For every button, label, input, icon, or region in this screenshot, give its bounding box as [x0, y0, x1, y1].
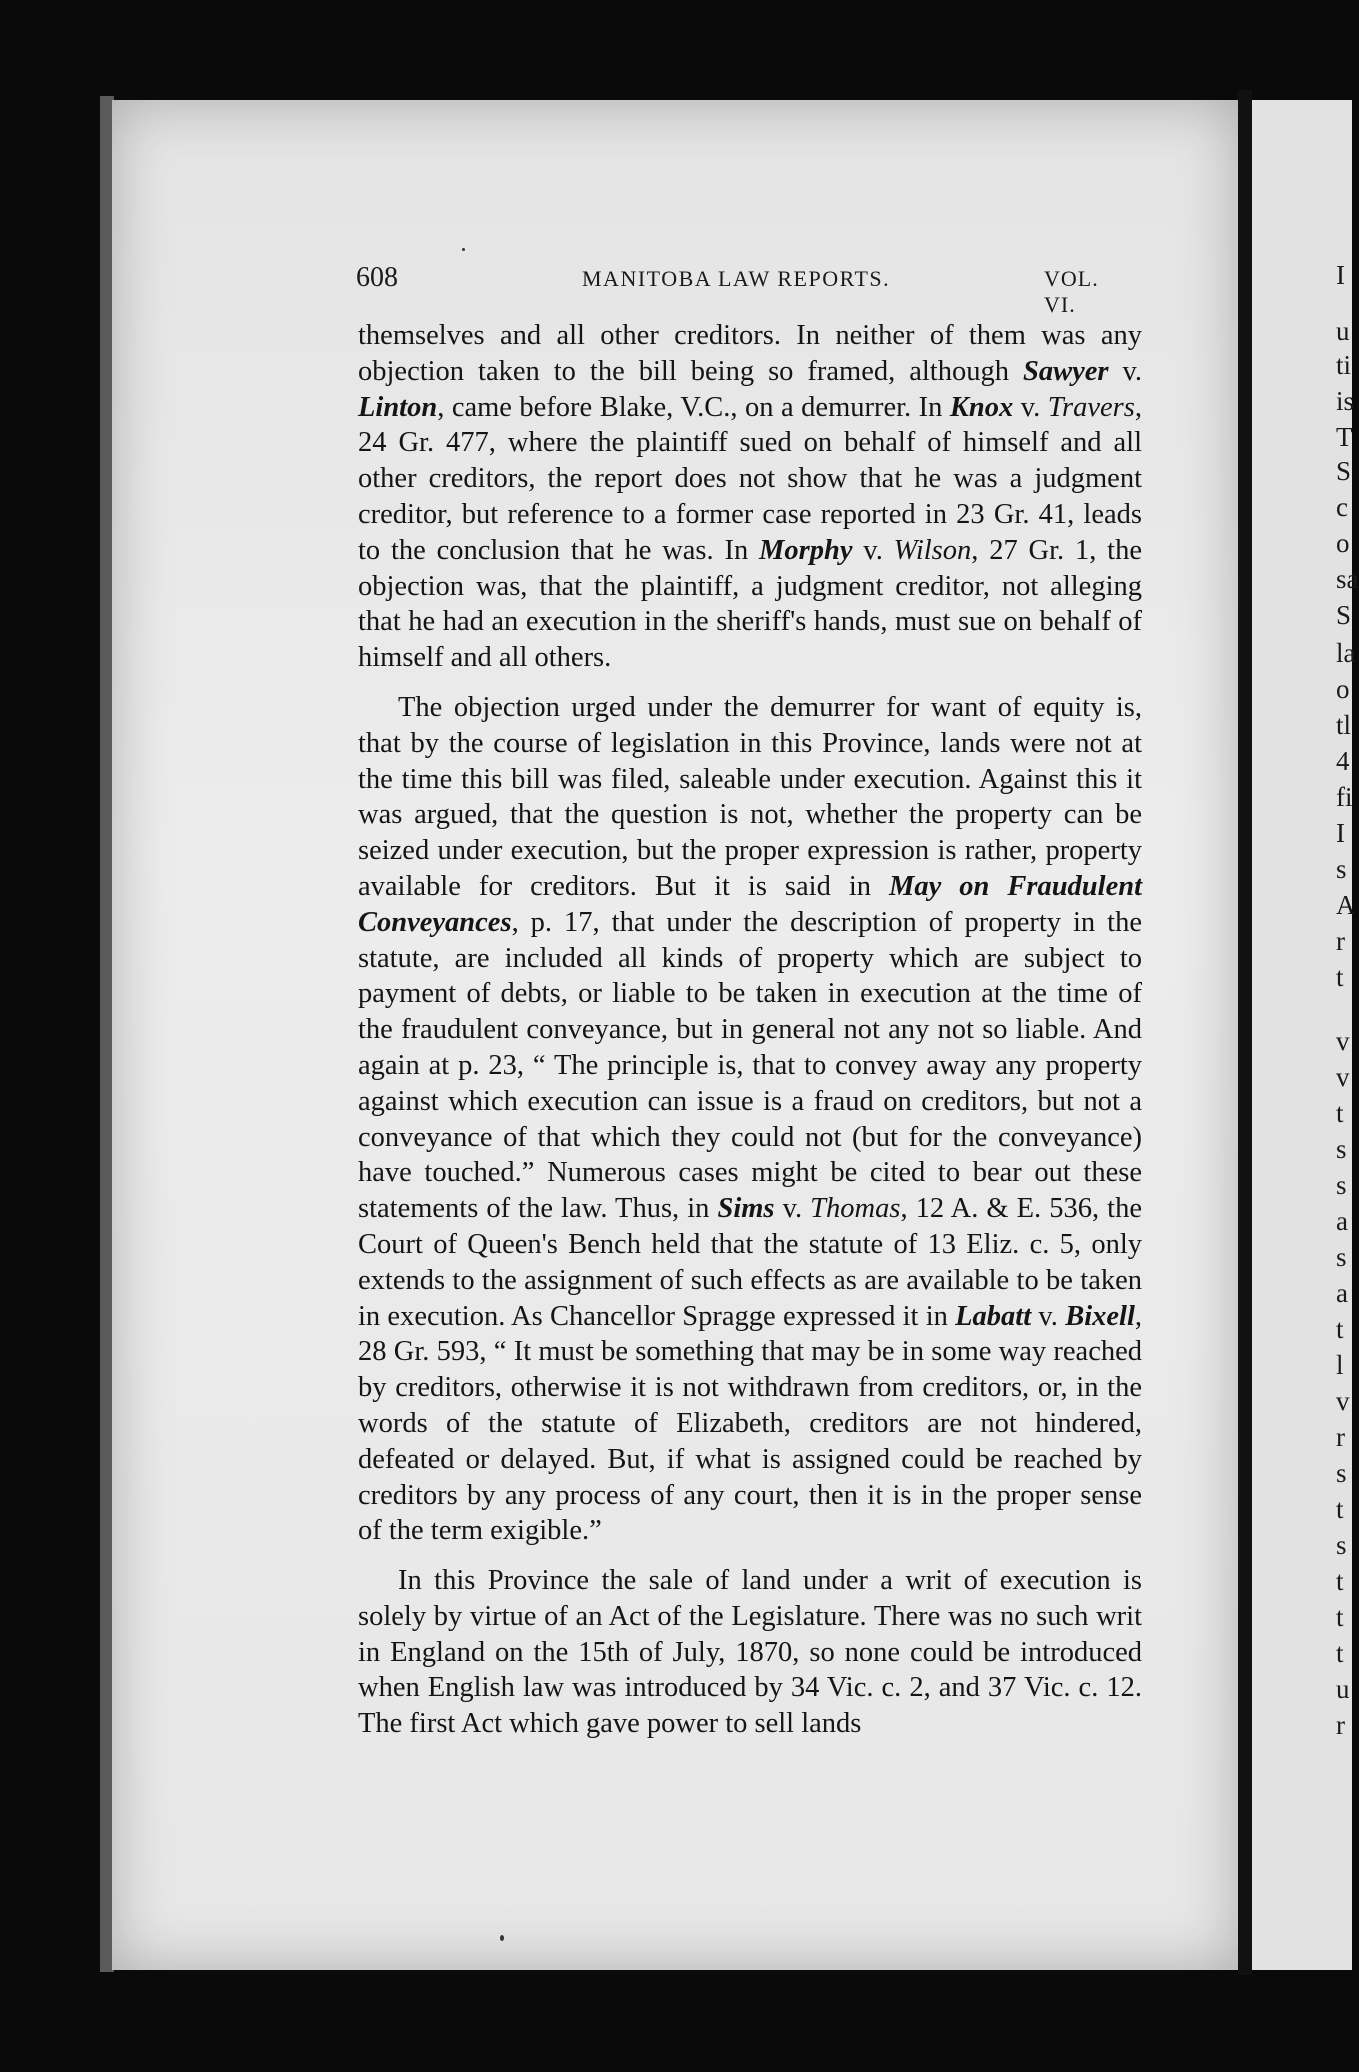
adjacent-page-letter: u	[1336, 316, 1350, 346]
adjacent-page-letter: t	[1336, 1314, 1344, 1344]
text-run: , came before Blake, V.C., on a demurrer. In	[437, 391, 950, 423]
adjacent-page-letter: T	[1336, 422, 1353, 452]
adjacent-page-letter: a	[1336, 1206, 1348, 1236]
text-run: , 27 Gr. 1, the objection was, that the plaintiff, a judgment creditor, not alleging that he had an execution in the sheriff's hands, must sue on behalf of himself and all others.	[358, 534, 1142, 674]
case-citation: Sims	[717, 1193, 775, 1225]
text-run: v.	[1031, 1300, 1066, 1332]
print-speck	[500, 1935, 504, 1941]
case-citation: May on Fraudulent Conveyances	[358, 870, 1142, 938]
adjacent-page-letter: tl	[1336, 710, 1352, 740]
text-run: v.	[852, 534, 894, 566]
adjacent-page-letter: I	[1336, 260, 1345, 290]
adjacent-page-letter: ti	[1336, 350, 1352, 380]
text-run: , 12 A. & E. 536, the Court of Queen's Bench held that the statute of 13 Eliz. c. 5, only extends to the assignment of such effects as are available to be taken in execution. As Chancellor Spragge expressed it in	[358, 1193, 1142, 1332]
adjacent-page-letter: v	[1336, 1062, 1350, 1092]
adjacent-page-letter: r	[1336, 1710, 1345, 1740]
text-run: , 28 Gr. 593, “ It must be something that may be in some way reached by creditors, otherwise it is not withdrawn from creditors, or, in the words of the statute of Elizabeth, creditors are not hindered, defeated or delayed. But, if what is assigned could be reached by creditors by any process of any court, then it is in the proper sense of the term exigible.”	[358, 1300, 1142, 1547]
adjacent-page-letter: s	[1336, 854, 1347, 884]
running-header	[356, 262, 1136, 317]
adjacent-page-letter: a	[1336, 1278, 1348, 1308]
text-run: v.	[1108, 355, 1142, 387]
adjacent-page-letter: u	[1336, 1674, 1350, 1704]
case-citation: Labatt	[955, 1300, 1032, 1332]
text-run: , p. 17, that under the description of property in the statute, are included all kinds of property which are subject to payment of debts, or liable to be taken in execution at the time of the fraudulent conveyance, but in general not any not so liable. And again at p. 23, “ The principle is, that to convey away any property against which execution can issue is a fraud on creditors, but not a conveyance of that which they could not (but for the conveyance) have touched.” Numerous cases might be cited to bear out these statements of the law. Thus, in	[358, 906, 1142, 1225]
case-citation: Knox	[949, 391, 1014, 423]
adjacent-page-letter: s	[1336, 1458, 1347, 1488]
adjacent-page-letter: r	[1336, 1422, 1345, 1452]
adjacent-page-letter: I	[1336, 818, 1345, 848]
adjacent-page-letter: 4	[1336, 746, 1350, 776]
paragraph	[358, 318, 1142, 676]
case-citation: Wilson	[893, 534, 972, 566]
case-citation: Thomas	[810, 1193, 901, 1225]
text-run: The objection urged under the demurrer for want of equity is, that by the course of legislation in this Province, lands were not at the time this bill was filed, saleable under execution. Against this it was argued, that the question is not, whether the property can be seized under execution, but the proper expression is rather, property available for creditors. But it is said in	[358, 691, 1142, 902]
adjacent-page-letter: o	[1336, 674, 1350, 704]
case-citation: Sawyer	[1022, 355, 1109, 387]
adjacent-page-letter: sa	[1336, 564, 1359, 594]
adjacent-page-letter: t	[1336, 1602, 1344, 1632]
adjacent-page-letter: t	[1336, 1638, 1344, 1668]
adjacent-page-letter: S	[1336, 600, 1352, 630]
text-run: v.	[1013, 391, 1048, 423]
adjacent-page-letter: s	[1336, 1134, 1347, 1164]
paragraph	[358, 1563, 1142, 1742]
adjacent-page-letter: t	[1336, 1098, 1344, 1128]
case-citation: Travers	[1047, 391, 1135, 423]
header-volume: VOL. VI.	[1044, 266, 1099, 317]
adjacent-page-letter: s	[1336, 1530, 1347, 1560]
case-citation: Bixell	[1065, 1300, 1135, 1332]
adjacent-page-letter: o	[1336, 528, 1350, 558]
text-run: themselves and all other creditors. In neither of them was any objection taken to the bill being so framed, although	[358, 320, 1142, 387]
adjacent-page-letter: t	[1336, 962, 1344, 992]
adjacent-page-letter: la	[1336, 638, 1356, 668]
adjacent-page-letter: s	[1336, 1242, 1347, 1272]
adjacent-page-letter: s	[1336, 1170, 1347, 1200]
adjacent-page-letter: S	[1336, 456, 1352, 486]
adjacent-page-letter: l	[1336, 1350, 1344, 1380]
print-speck	[462, 248, 465, 251]
adjacent-page-letter: v	[1336, 1386, 1350, 1416]
adjacent-page-letter: c	[1336, 492, 1348, 522]
adjacent-page-letter: t	[1336, 1494, 1344, 1524]
adjacent-page-letter: fi	[1336, 782, 1353, 812]
paragraph	[358, 690, 1142, 1549]
header-title: MANITOBA LAW REPORTS.	[582, 266, 891, 291]
text-run: , 24 Gr. 477, where the plaintiff sued on behalf of himself and all other creditors, the report does not show that he was a judgment creditor, but reference to a former case reported in 23 Gr. 41, leads to the conclusion that he was. In	[358, 391, 1142, 566]
book-gutter	[1238, 90, 1252, 1975]
page-number: 608	[356, 262, 398, 293]
adjacent-page-letter: t	[1336, 1566, 1344, 1596]
adjacent-page-letter: v	[1336, 1026, 1350, 1056]
adjacent-page-letter: A	[1336, 890, 1356, 920]
text-run: v.	[774, 1193, 811, 1225]
text-run: In this Province the sale of land under a writ of execution is solely by virtue of an Act of the Legislature. There was no such writ in England on the 15th of July, 1870, so none could be introduced when English law was introduced by 34 Vic. c. 2, and 37 Vic. c. 12. The first Act which gave power to sell lands	[358, 1565, 1142, 1740]
case-citation: Morphy	[759, 534, 853, 566]
adjacent-page-letter: is	[1336, 386, 1355, 416]
adjacent-page-letter: r	[1336, 926, 1345, 956]
body-text	[358, 318, 1142, 1742]
case-citation: Linton	[358, 391, 438, 423]
